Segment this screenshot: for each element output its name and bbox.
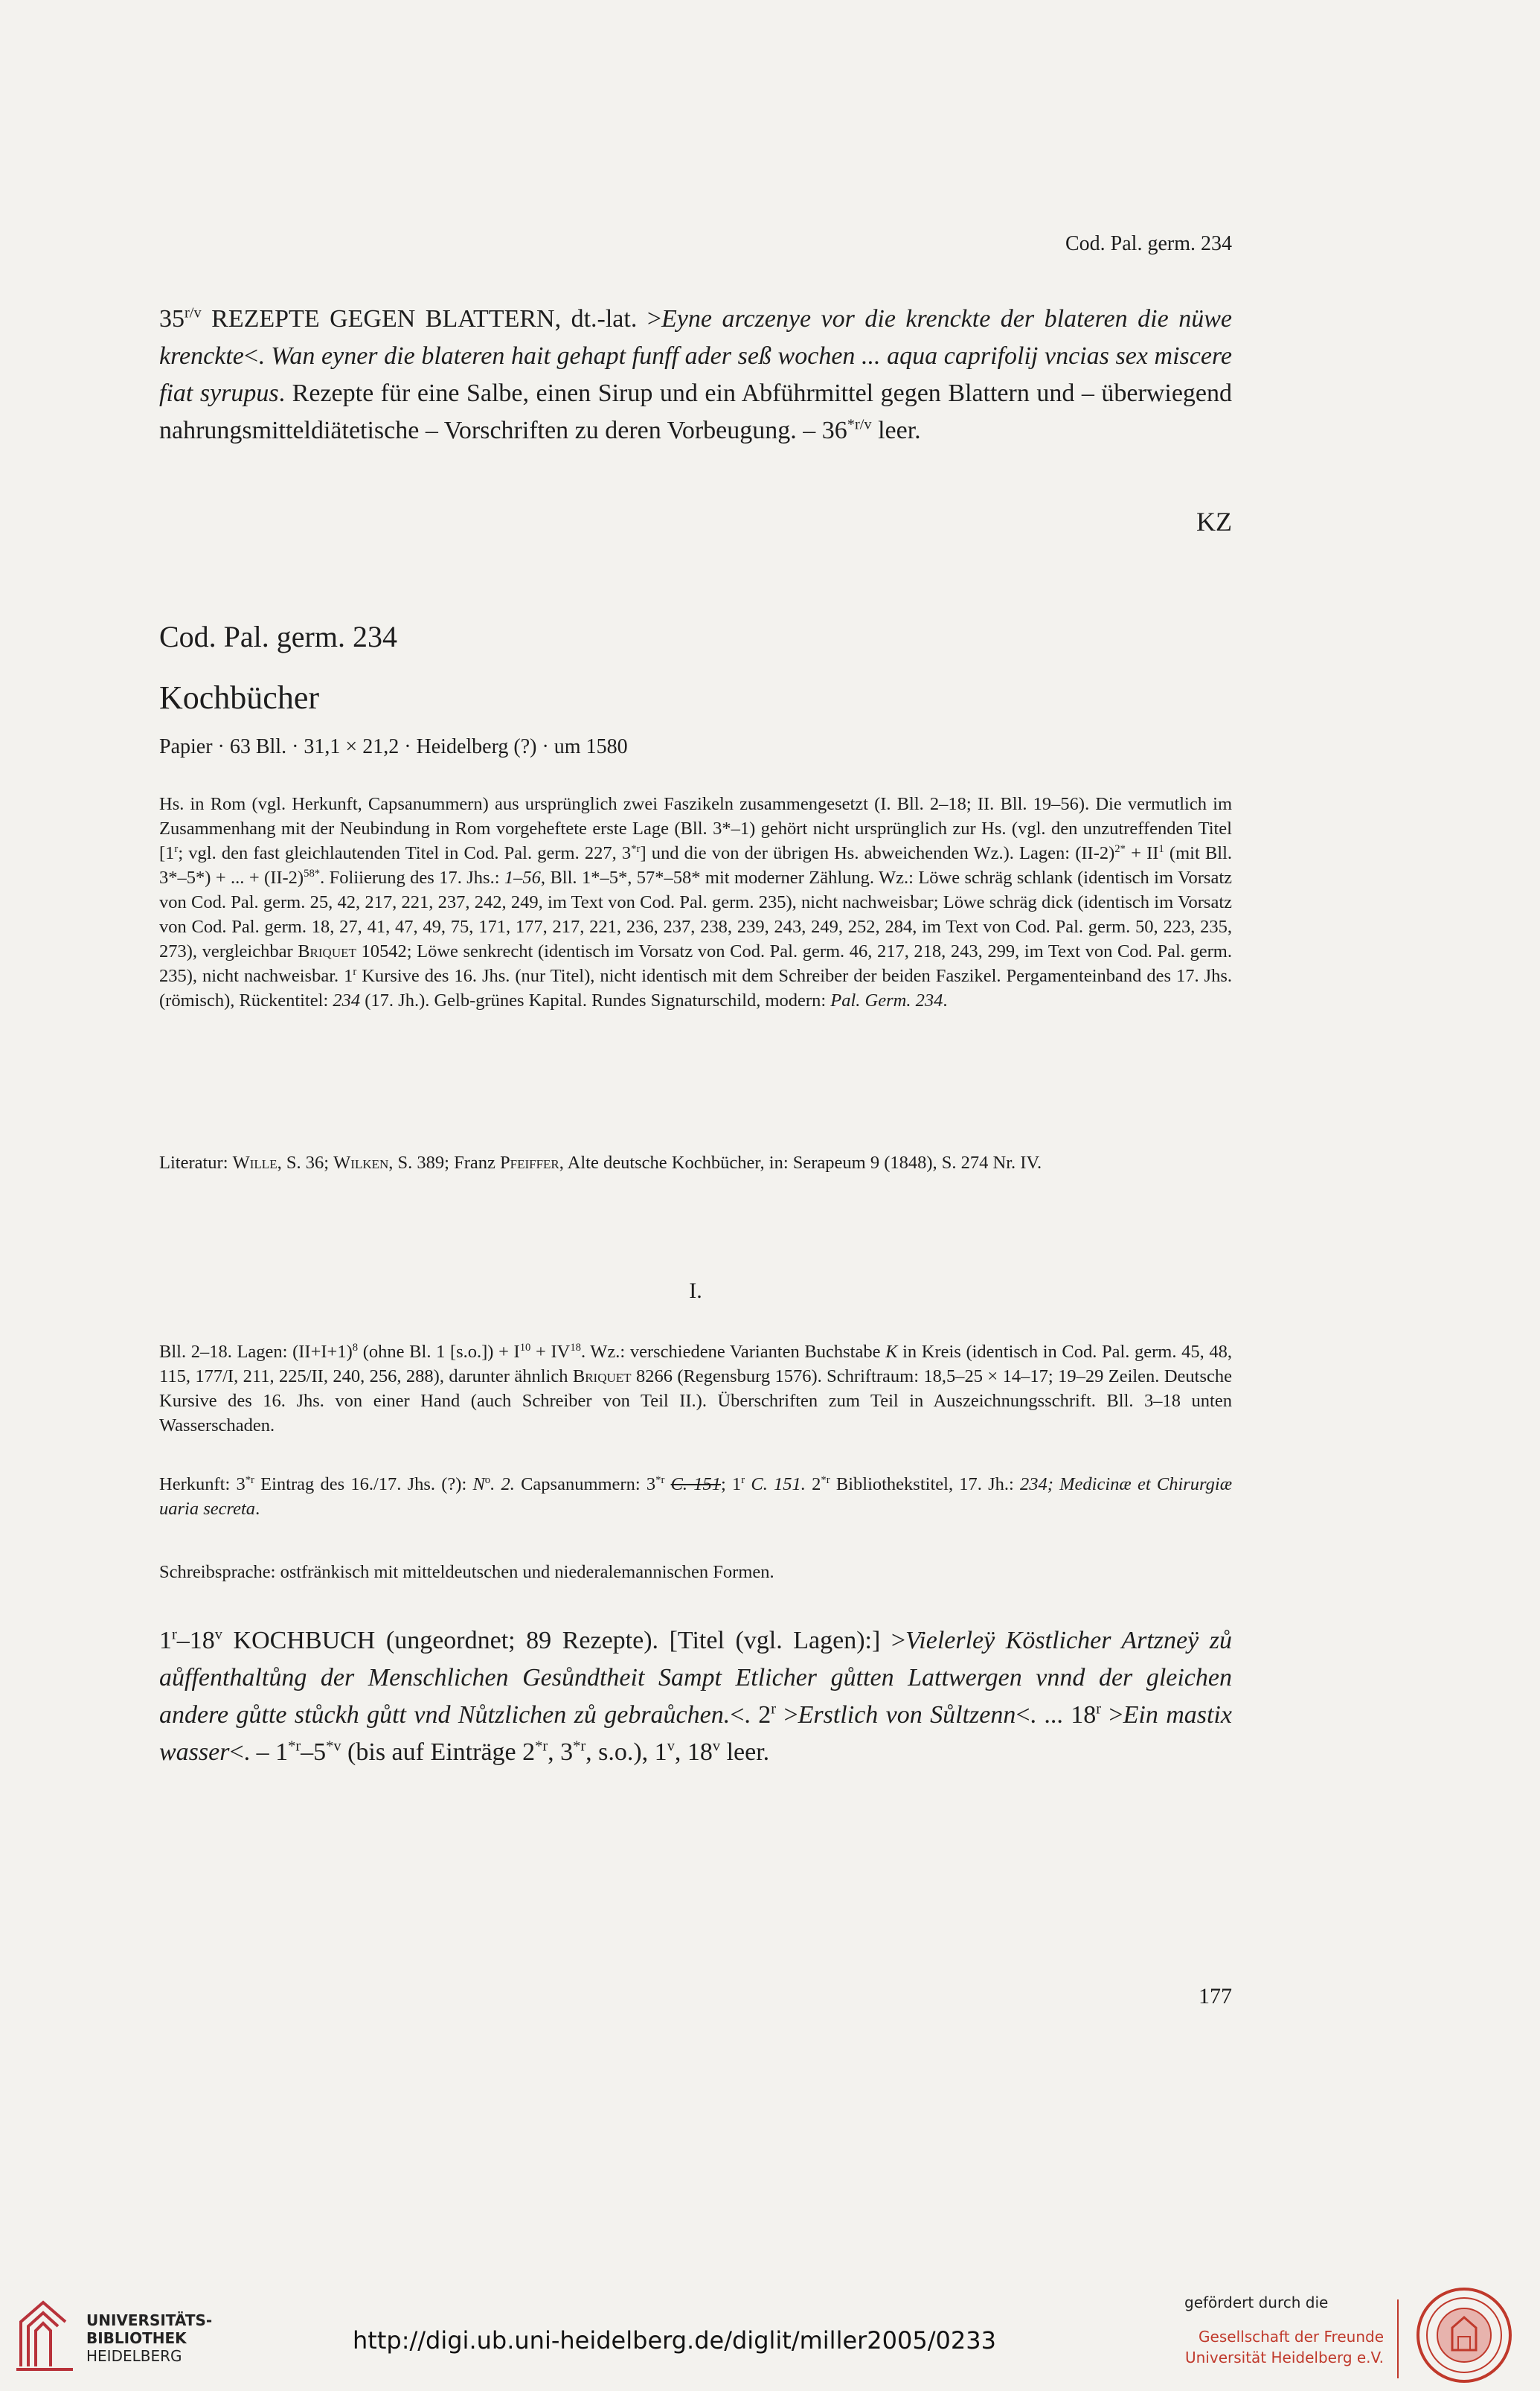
codex-subtitle: Kochbücher [159, 679, 320, 716]
schreibsprache: Schreibsprache: ostfränkisch mit mitteldeutschen und niederalemannischen Formen. [159, 1562, 774, 1582]
hs-paragraph: Hs. in Rom (vgl. Herkunft, Capsanummern) aus ursprünglich zwei Faszikeln zusammengesetzt (I. Bll. 2–18; II. Bll. 19–56). Die vermutlich im Zusammenhang mit der Neubindung in Rom vorgeheftete erste Lage (Bll. 3*–1) gehört nicht ursprünglich zur Hs. (vgl. den unzutreffenden Titel [1$^r$; vgl. den fast gleichlautenden Titel in Cod. Pal. germ. 227, 3$^{*r}$] und die von der übrigen Hs. abweichenden Wz.). Lagen: $(II-2)^{2*} + II^1$ (mit Bll. 3*–5*) + ... + $(II-2)^{58*}$. Foliierung des 17. Jhs.: 1–56, Bll. 1*–5*, 57*–58* mit moderner Zählung. Wz.: Löwe schräg schlank (identisch im Vorsatz von Cod. Pal. germ. 25, 42, 217, 221, 237, 242, 249, im Text von Cod. Pal. germ. 235), nicht nachweisbar; Löwe schräg dick (identisch im Vorsatz von Cod. Pal. germ. 18, 27, 41, 47, 49, 75, 171, 177, 217, 221, 236, 237, 238, 239, 243, 249, 252, 284, im Text von Cod. Pal. germ. 50, 223, 235, 273), vergleichbar Briquet 10542; Löwe senkrecht (identisch im Vorsatz von Cod. Pal. germ. 46, 217, 218, 243, 299, im Text von Cod. Pal. germ. 235), nicht nachweisbar. 1$^r$ Kursive des 16. Jhs. (nur Titel), nicht identisch mit dem Schreiber der beiden Faszikel. Pergamenteinband des 17. Jhs. (römisch), Rückentitel: 234 (17. Jh.). Gelb-grünes Kapital. Rundes Signaturschild, modern: Pal. Germ. 234. [159, 794, 1232, 1011]
literatur: Literatur: Wille, S. 36; Wilken, S. 389; Franz Pfeiffer, Alte deutsche Kochbücher, in: Serapeum 9 (1848), S. 274 Nr. IV. [159, 1153, 1042, 1173]
page-number: 177 [1199, 1984, 1232, 2008]
university-seal-icon [1414, 2285, 1515, 2386]
permalink-url[interactable]: http://digi.ub.uni-heidelberg.de/diglit/miller2005/0233 [353, 2326, 996, 2355]
footer-bar [0, 2255, 1540, 2391]
funding-label: gefördert durch die [1184, 2294, 1329, 2311]
footer-divider [1397, 2299, 1399, 2378]
kochbuch-entry: 1$^r$–18$^v$ KOCHBUCH (ungeordnet; 89 Rezepte). [Titel (vgl. Lagen):] >Vielerleÿ Köstlicher Artzneÿ zů aůffenthaltůng der Menschlichen Gesůndtheit Sampt Etlicher gůtten Lattwergen vnnd der gleichen andere gůtte stůckh gůtt vnd Nůtzlichen zů gebraůchen.<. $2^r$ >Erstlich von Sůltzenn<. ... $18^r >Ein$ mastix wasser<. – 1$^{*r}$–5$^{*v}$ (bis auf Einträge 2$^{*r}$, 3$^{*r}$, s.o.), 1$^v$, 18$^v$ leer. [159, 1626, 1232, 1766]
bll-paragraph: Bll. 2–18. Lagen: $(II+I+1)^8$ (ohne Bl. 1 $[s.o.]) + I^{10} + IV^{18}$. Wz.: verschiedene Varianten Buchstabe K in Kreis (identisch in Cod. Pal. germ. 45, 48, 115, 177/I, 211, 225/II, 240, 256, 288), darunter ähnlich Briquet 8266 (Regensburg 1576). Schriftraum: 18,5–25 × 14–17; 19–29 Zeilen. Deutsche Kursive des 16. Jhs. von einer Hand (auch Schreiber von Teil II.). Überschriften zum Teil in Auszeichnungsschrift. Bll. 3–18 unten Wasserschaden. [159, 1341, 1232, 1435]
herkunft: Herkunft: 3$^{*r}$ Eintrag des 16./17. Jhs. (?): $N^o$. 2. Capsanummern: 3$^{*r}$ C. 151; 1$^r$ C. 151. 2$^{*r}$ Bibliothekstitel, 17. Jh.: 234; Medicinæ et Chirurgiæ uaria secreta. [159, 1473, 1233, 1519]
entry-35: $35^{r/v}$ REZEPTE GEGEN BLATTERN, dt.-lat. >Eyne arczenye vor die krenckte der blateren die nüwe krenckte<. Wan eyner die blateren hait gehapt funff ader seß wochen ... aqua caprifolij vncias sex miscere fiat syrupus. Rezepte für eine Salbe, einen Sirup und ein Abführmittel gegen Blattern und – überwiegend nahrungsmitteldiätetische – Vorschriften zu deren Vorbeugung. – $36^{*r/v}$ leer. [159, 304, 1232, 444]
running-head: Cod. Pal. germ. 234 [1065, 232, 1232, 255]
section-heading: I. [689, 1278, 702, 1303]
ub-heidelberg-logo-icon [13, 2292, 76, 2374]
codex-title: Cod. Pal. germ. 234 [159, 620, 397, 653]
physical-description: Papier · 63 Bll. · 31,1 × 21,2 · Heidelberg (?) · um 1580 [159, 735, 628, 758]
ub-heidelberg-label: UNIVERSITÄTS- BIBLIOTHEK HEIDELBERG [86, 2311, 213, 2365]
author-initials: KZ [1196, 507, 1232, 537]
funder-name: Gesellschaft der Freunde Universität Heidelberg e.V. [1184, 2328, 1384, 2366]
